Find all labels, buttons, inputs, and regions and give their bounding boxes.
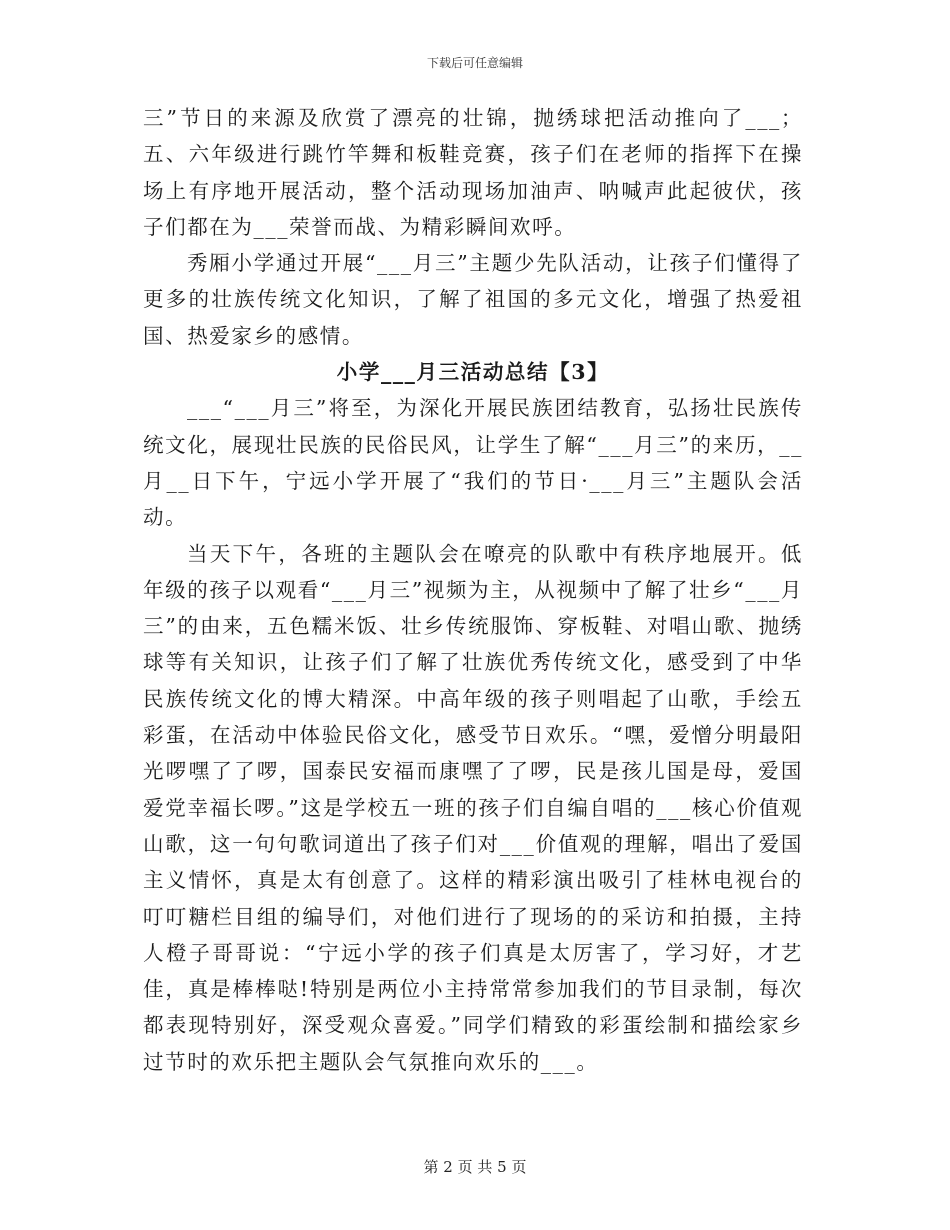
section-title: 小学___月三活动总结【3】 bbox=[336, 360, 610, 385]
page-indicator: 第 2 页 共 5 页 bbox=[423, 1158, 527, 1176]
section-paragraph-intro: ___“___月三”将至，为深化开展民族团结教育，弘扬壮民族传统文化，展现壮民族的民俗民风，让学生了解“___月三”的来历，__月__日下午，宁远小学开展了“我们的节日·___月三”主题队会活动。 bbox=[143, 396, 803, 530]
paragraph-summary: 秀厢小学通过开展“___月三”主题少先队活动，让孩子们懂得了更多的壮族传统文化知识，了解了祖国的多元文化，增强了热爱祖国、热爱家乡的感情。 bbox=[143, 251, 803, 348]
paragraph-continuation: 三”节日的来源及欣赏了漂亮的壮锦，抛绣球把活动推向了___；五、六年级进行跳竹竿舞和板鞋竞赛，孩子们在老师的指挥下在操场上有序地开展活动，整个活动现场加油声、呐喊声此起彼伏，孩子们都在为___荣誉而战、为精彩瞬间欢呼。 bbox=[143, 106, 803, 239]
document-body bbox=[143, 100, 803, 1080]
section-paragraph-details: 当天下午，各班的主题队会在嘹亮的队歌中有秩序地展开。低年级的孩子以观看“___月三”视频为主，从视频中了解了壮乡“___月三”的由来，五色糯米饭、壮乡传统服饰、穿板鞋、对唱山歌、抛绣球等有关知识，让孩子们了解了壮族优秀传统文化，感受到了中华民族传统文化的博大精深。中高年级的孩子则唱起了山歌，手绘五彩蛋，在活动中体验民俗文化，感受节日欢乐。“嘿，爱憎分明最阳光啰嘿了了啰，国泰民安福而康嘿了了啰，民是孩儿国是母，爱国爱党幸福长啰。”这是学校五一班的孩子们自编自唱的___核心价值观山歌，这一句句歌词道出了孩子们对___价值观的理解，唱出了爱国主义情怀，真是太有创意了。这样的精彩演出吸引了桂林电视台的叮叮糖栏目组的编导们，对他们进行了现场的的采访和拍摄，主持人橙子哥哥说：“宁远小学的孩子们真是太厉害了，学习好，才艺佳，真是棒棒哒!特别是两位小主持常常参加我们的节目录制，每次都表现特别好，深受观众喜爱。”同学们精致的彩蛋绘制和描绘家乡过节时的欢乐把主题队会气氛推向欢乐的___。 bbox=[143, 541, 803, 1074]
header-note: 下载后可任意编辑 bbox=[426, 56, 523, 70]
